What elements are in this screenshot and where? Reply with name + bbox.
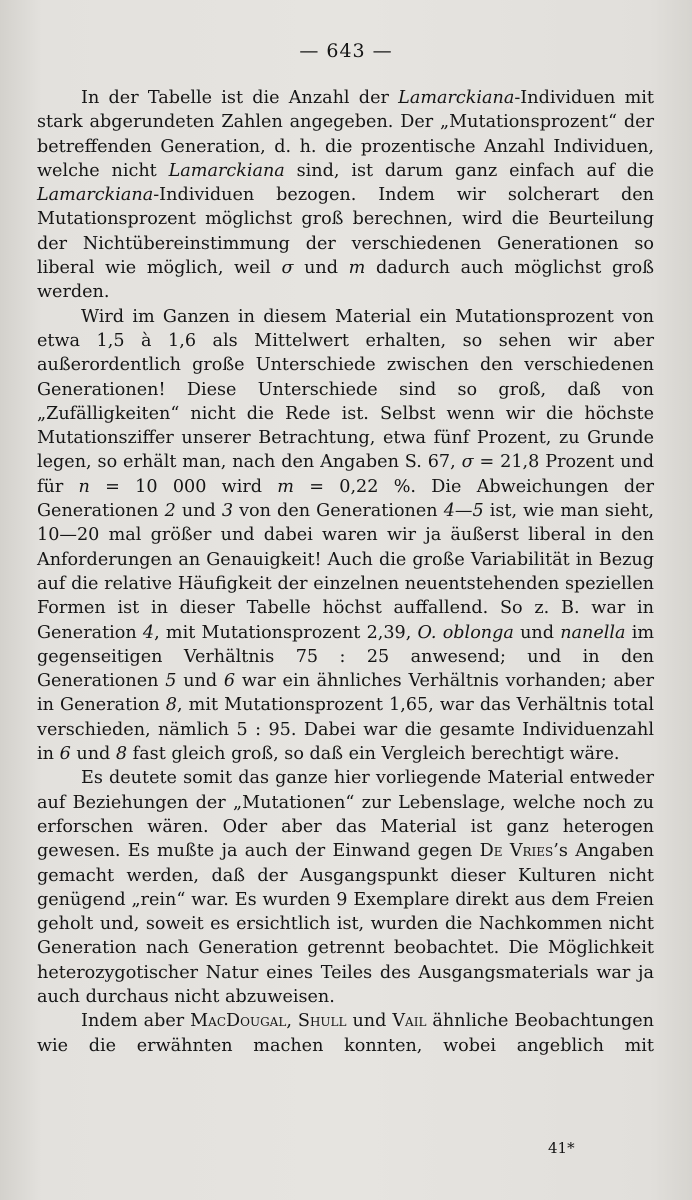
text-run: und [175, 501, 222, 522]
paragraph [37, 86, 654, 305]
text-run: Wird im Ganzen in diesem Material ein Mutationsprozent von etwa 1,5 à 1,6 als Mittelwert erhalten, so sehen wir aber außerordentlich große Unterschiede zwischen den verschiedenen Generationen! Diese Unterschiede sind so groß, daß von „Zufälligkeiten“ nicht die Rede ist. Selbst wenn wir die höchste Mutationsziffer unserer Betrachtung, etwa fünf Prozent, zu Grunde legen, so erhält man, nach den Angaben S. 67, [37, 306, 654, 473]
author-name: MacDougal [190, 1011, 287, 1032]
text-run: — [454, 501, 473, 522]
italic-term: 4 [142, 622, 155, 643]
italic-term: m [277, 476, 294, 497]
text-run: und [176, 671, 224, 692]
italic-term: 8 [165, 695, 177, 716]
page-number-header: — 643 — [299, 40, 393, 62]
italic-term: 4 [443, 501, 455, 522]
text-run: , [286, 1011, 298, 1032]
italic-term: 2 [164, 501, 176, 522]
text-run: fast gleich groß, so daß ein Vergleich berechtigt wäre. [127, 744, 620, 765]
italic-term: Lamarckiana [168, 160, 285, 181]
author-name: De Vries [479, 841, 554, 862]
author-name: Shull [297, 1011, 347, 1032]
italic-term: σ [461, 452, 474, 473]
text-run: im gegenseitigen Verhältnis 75 : 25 anwesend; und in den Generationen [37, 622, 654, 692]
italic-term: 5 [165, 671, 177, 692]
text-run: ähnliche Beobachtungen wie die erwähnten machen konnten, wobei angeblich mit [37, 1011, 654, 1056]
italic-term: m [348, 258, 366, 279]
text-run: und [70, 744, 116, 765]
text-run: = 0,22 %. Die Abweichungen der Generationen [37, 476, 654, 522]
text-run: = 10 000 wird [89, 476, 278, 497]
text-run: war ein ähnliches Verhältnis vorhanden; aber in Generation [37, 671, 654, 716]
text-run: = 21,8 Prozent und für [37, 452, 654, 497]
text-run: ’s Angaben gemacht werden, daß der Ausgangspunkt dieser Kulturen nicht genügend „rein“ war. Es wurden 9 Exemplare direkt aus dem Freien geholt und, soweit es ersichtlich ist, wurden die Nachkommen nicht Generation nach Generation getrennt beobachtet. Die Möglichkeit heterozygotischer Natur eines Teiles des Ausgangsmaterials war ja auch durchaus nicht abzuweisen. [37, 841, 654, 1007]
text-run: -Individuen bezogen. Indem wir solcherart den Mutationsprozent möglichst groß berechnen, wird die Beurteilung der Nichtübereinstimmung der verschiedenen Generationen so liberal wie möglich, weil [37, 185, 654, 279]
italic-term: 8 [115, 744, 128, 765]
italic-term: nanella [560, 622, 626, 643]
italic-term: O. oblonga [417, 622, 514, 643]
text-run: ist, wie man sieht, 10—20 mal größer und dabei waren wir ja äußerst liberal in den Anforderungen an Genauigkeit! Auch die große Variabilität in Bezug auf die relative Häufigkeit der einzelnen neuentstehenden speziellen Formen ist in dieser Tabelle höchst auffallend. So z. B. war in Generation [37, 501, 654, 643]
italic-term: Lamarckiana [37, 185, 154, 206]
paragraph [37, 766, 654, 1009]
text-run: In der Tabelle ist die Anzahl der [81, 88, 399, 108]
text-run: Es deutete somit das ganze hier vorliegende Material entweder auf Beziehungen der „Mutationen“ zur Lebenslage, welche noch zu erforschen wären. Oder aber das Material ist ganz heterogen gewesen. Es mußte ja auch der Einwand gegen [37, 768, 654, 862]
paragraph [37, 305, 654, 767]
text-run: und [513, 622, 561, 643]
italic-term: Lamarckiana [398, 88, 515, 108]
text-run: Indem aber [81, 1011, 191, 1032]
text-run: von den Generationen [233, 501, 444, 522]
text-run: , mit Mutationsprozent 1,65, war das Verhältnis total verschieden, nämlich 5 : 95. Dabei war die gesamte Individuenzahl in [37, 695, 655, 765]
text-run: und [346, 1011, 393, 1032]
text-run: -Individuen mit stark abgerundeten Zahlen angegeben. Der „Mutationsprozent“ der betreffenden Generation, d. h. die prozentische Anzahl Individuen, welche nicht [37, 88, 655, 181]
italic-term: 5 [472, 501, 484, 522]
body-text [37, 86, 654, 1058]
italic-term: n [78, 476, 90, 497]
text-run: , mit Mutationsprozent 2,39, [154, 622, 418, 643]
italic-term: 3 [221, 501, 234, 522]
text-run: sind, ist darum ganz einfach auf die [284, 160, 654, 181]
italic-term: 6 [59, 744, 71, 765]
author-name: Vail [392, 1011, 427, 1032]
text-run: und [293, 258, 349, 279]
text-run: dadurch auch möglichst groß werden. [37, 258, 654, 303]
paragraph [37, 1009, 654, 1058]
italic-term: σ [281, 258, 294, 279]
signature-mark: 41* [548, 1139, 575, 1157]
italic-term: 6 [223, 671, 236, 692]
